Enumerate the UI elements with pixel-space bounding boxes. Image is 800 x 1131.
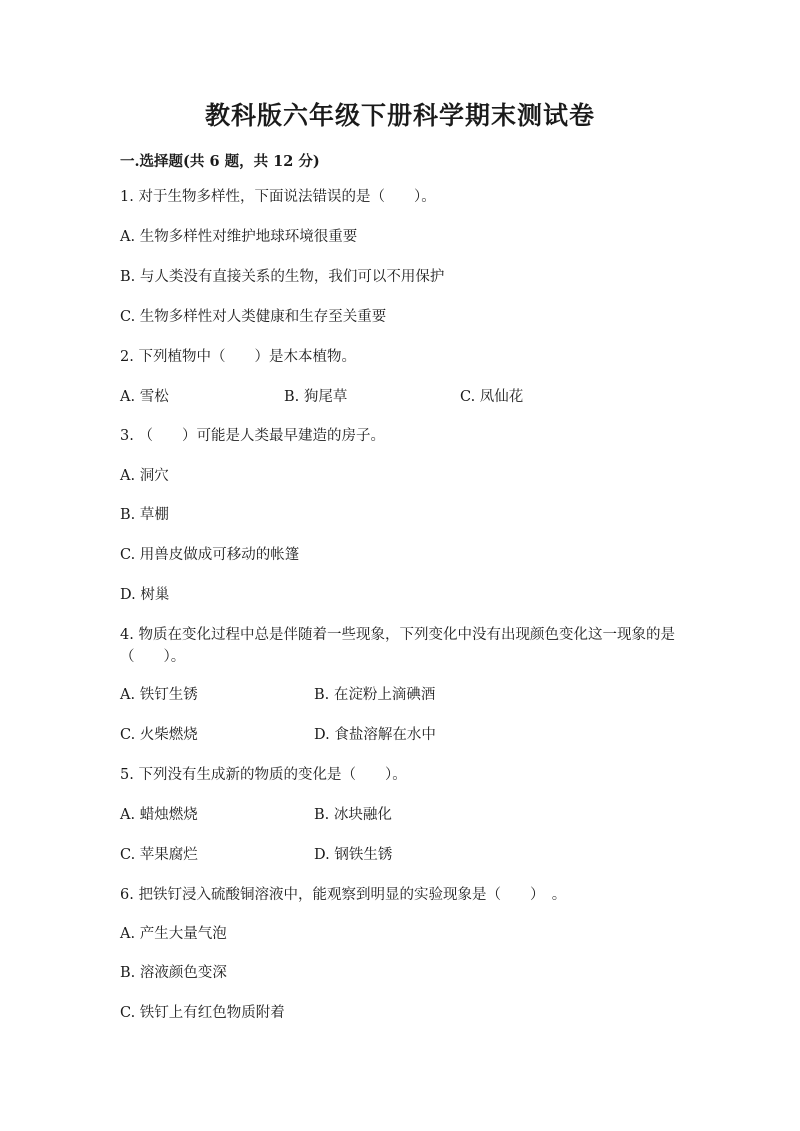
question-3-option-b: B. 草棚 [120, 507, 169, 523]
question-3-option-d: D. 树巢 [120, 587, 170, 603]
question-4-option-b: B. 在淀粉上滴碘酒 [314, 687, 436, 703]
question-5-option-c: C. 苹果腐烂 [120, 847, 198, 863]
question-6-option-b: B. 溶液颜色变深 [120, 965, 227, 981]
question-5-option-b: B. 冰块融化 [314, 807, 392, 823]
question-6-stem: 6. 把铁钉浸入硫酸铜溶液中，能观察到明显的实验现象是（ ） 。 [120, 887, 567, 903]
question-4-option-c: C. 火柴燃烧 [120, 727, 198, 743]
question-1-option-a: A. 生物多样性对维护地球环境很重要 [120, 229, 358, 245]
question-2-option-c: C. 凤仙花 [460, 389, 524, 405]
question-1-option-b: B. 与人类没有直接关系的生物，我们可以不用保护 [120, 269, 445, 285]
question-4-option-d: D. 食盐溶解在水中 [314, 727, 436, 743]
question-5-option-a: A. 蜡烛燃烧 [120, 807, 198, 823]
question-4-stem: 4. 物质在变化过程中总是伴随着一些现象，下列变化中没有出现颜色变化这一现象的是（ ）。 [120, 627, 675, 665]
question-1-option-c: C. 生物多样性对人类健康和生存至关重要 [120, 309, 387, 325]
question-4-option-a: A. 铁钉生锈 [120, 687, 198, 703]
question-5-stem: 5. 下列没有生成新的物质的变化是（ ）。 [120, 767, 407, 783]
page-title: 教科版六年级下册科学期末测试卷 [204, 101, 595, 130]
question-6-option-a: A. 产生大量气泡 [120, 926, 227, 942]
question-3-stem: 3. （ ）可能是人类最早建造的房子。 [120, 428, 385, 444]
question-6-option-c: C. 铁钉上有红色物质附着 [120, 1005, 285, 1021]
question-3-option-c: C. 用兽皮做成可移动的帐篷 [120, 547, 300, 563]
question-2-option-a: A. 雪松 [120, 389, 169, 405]
question-2-stem: 2. 下列植物中（ ）是木本植物。 [120, 349, 356, 365]
question-2-option-b: B. 狗尾草 [284, 389, 348, 405]
question-5-option-d: D. 钢铁生锈 [314, 847, 393, 863]
question-3-option-a: A. 洞穴 [120, 468, 169, 484]
section-heading: 一.选择题(共 6 题，共 12 分) [120, 153, 320, 170]
question-1-stem: 1. 对于生物多样性，下面说法错误的是（ ）。 [120, 189, 436, 205]
